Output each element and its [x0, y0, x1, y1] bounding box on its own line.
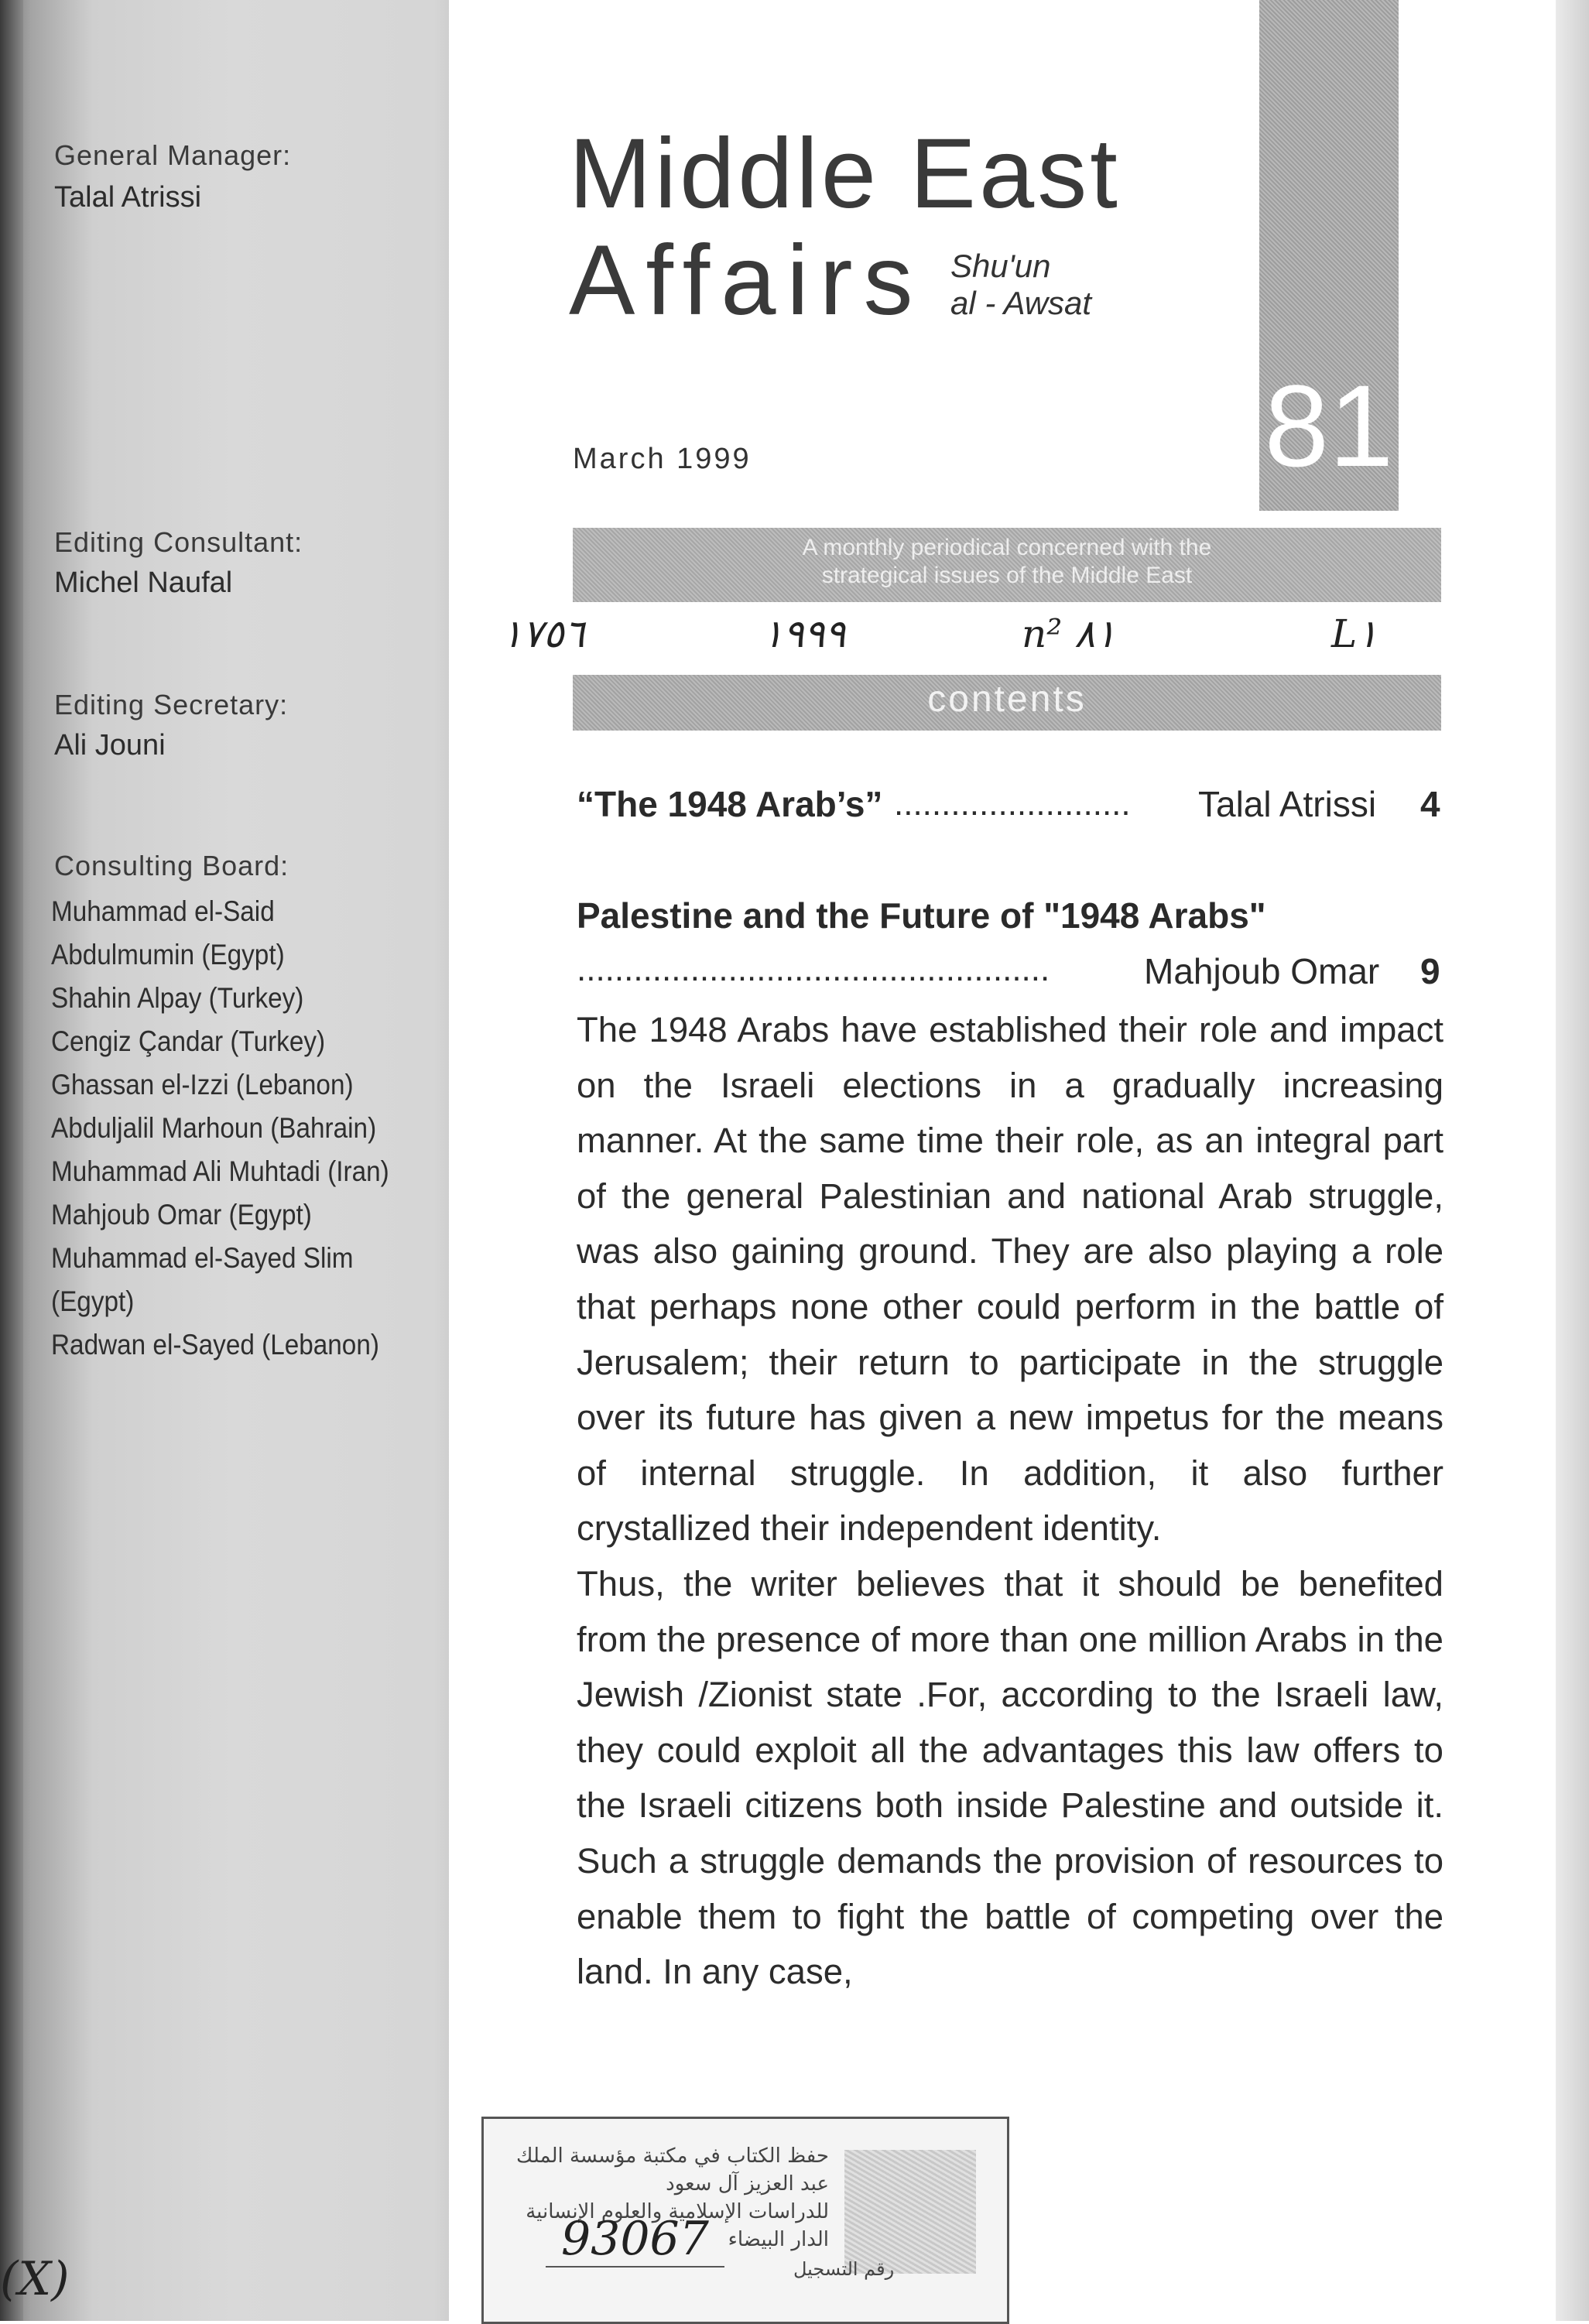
toc-entry-title: “The 1948 Arab’s” [577, 784, 883, 824]
toc-leader-dots: .................................................. [577, 950, 1050, 988]
issue-date: March 1999 [573, 443, 752, 475]
board-member: Ghassan el-Izzi (Lebanon) [51, 1069, 354, 1100]
stamp-line: حفظ الكتاب في مكتبة مؤسسة الملك عبد العزيز آل سعود [516, 2144, 829, 2196]
editing-consultant-label: Editing Consultant: [54, 526, 303, 558]
handwritten-note: ١٧٥٦ [502, 611, 585, 656]
handwritten-note: L١ [1331, 611, 1378, 656]
toc-entry-title: Palestine and the Future of "1948 Arabs" [577, 895, 1266, 936]
editing-secretary-label: Editing Secretary: [54, 689, 289, 720]
contents-heading: contents [927, 679, 1087, 720]
toc-entry-page: 4 [1420, 784, 1440, 824]
handwritten-note: ١٩٩٩ [762, 611, 846, 656]
handwritten-note: n² ٨١ [1022, 611, 1116, 656]
board-member: Muhammad el-Said [51, 895, 275, 927]
registration-number: 93067 [546, 2212, 724, 2268]
editing-consultant-name: Michel Naufal [54, 566, 233, 599]
article-abstract [577, 1002, 1443, 2000]
toc-entry-author: Mahjoub Omar [1144, 951, 1380, 991]
general-manager-label: General Manager: [54, 139, 292, 171]
abstract-paragraph: Thus, the writer believes that it should be benefited from the presence of more than one million Arabs in the Jewish /Zionist state .For, according to the Israeli law, they could exploit all the advantages this law offers to the Israeli citizens both inside Palestine and outside it. Such a struggle demands the provision of resources to enable them to fight the battle of competing over the land. In any case, [577, 1563, 1443, 1992]
board-member: (Egypt) [51, 1285, 135, 1317]
subtitle-line1: Shu'un [950, 248, 1051, 284]
toc-entry-page: 9 [1420, 951, 1440, 991]
registration-label: رقم التسجيل [793, 2258, 895, 2280]
subtitle-line2: al - Awsat [950, 285, 1092, 321]
toc-entry-author: Talal Atrissi [1198, 784, 1377, 824]
board-member: Shahin Alpay (Turkey) [51, 982, 304, 1014]
general-manager-name: Talal Atrissi [54, 181, 202, 214]
stamp-line: للدراسات الإسلامية والعلوم الإنسانية [526, 2200, 829, 2223]
consulting-board-label: Consulting Board: [54, 850, 289, 881]
tagline-line1: A monthly periodical concerned with the [802, 535, 1212, 560]
issue-number: 81 [1264, 361, 1394, 491]
board-member: Muhammad el-Sayed Slim [51, 1242, 354, 1274]
board-member: Abduljalil Marhoun (Bahrain) [51, 1112, 377, 1144]
board-member: Mahjoub Omar (Egypt) [51, 1199, 312, 1230]
tagline-text [573, 534, 1441, 590]
board-member: Muhammad Ali Muhtadi (Iran) [51, 1155, 389, 1187]
corner-handwritten-mark: (X) [0, 2252, 70, 2306]
tagline-line2: strategical issues of the Middle East [821, 563, 1193, 588]
board-member: Abdulmumin (Egypt) [51, 939, 285, 970]
stamp-emblem [844, 2150, 976, 2274]
consulting-board-list [51, 890, 438, 1367]
board-member: Cengiz Çandar (Turkey) [51, 1025, 326, 1057]
binding-shadow [0, 0, 23, 2321]
board-member: Radwan el-Sayed (Lebanon) [51, 1329, 379, 1361]
editing-secretary-name: Ali Jouni [54, 729, 166, 762]
toc-leader-dots: ......................... [894, 785, 1131, 823]
masthead-title-line1: Middle East [569, 118, 1121, 229]
library-stamp [481, 2117, 1009, 2324]
masthead-title-line2: Affairs [569, 225, 924, 336]
page-edge [1556, 0, 1589, 2321]
masthead-subtitle [950, 248, 1091, 322]
abstract-paragraph: The 1948 Arabs have established their role and impact on the Israeli elections in a gradually increasing manner. At the same time their role, as an integral part of the general Palestinian and national Arab struggle, was also gaining ground. They are also playing a role that perhaps none other could perform in the battle of Jerusalem; their return to participate in the struggle over its future has given a new impetus for the means of internal struggle. In addition, it also further crystallized their independent identity. [577, 1010, 1443, 1549]
stamp-line: الدار البيضاء [728, 2228, 829, 2251]
sidebar-panel [0, 0, 449, 2321]
